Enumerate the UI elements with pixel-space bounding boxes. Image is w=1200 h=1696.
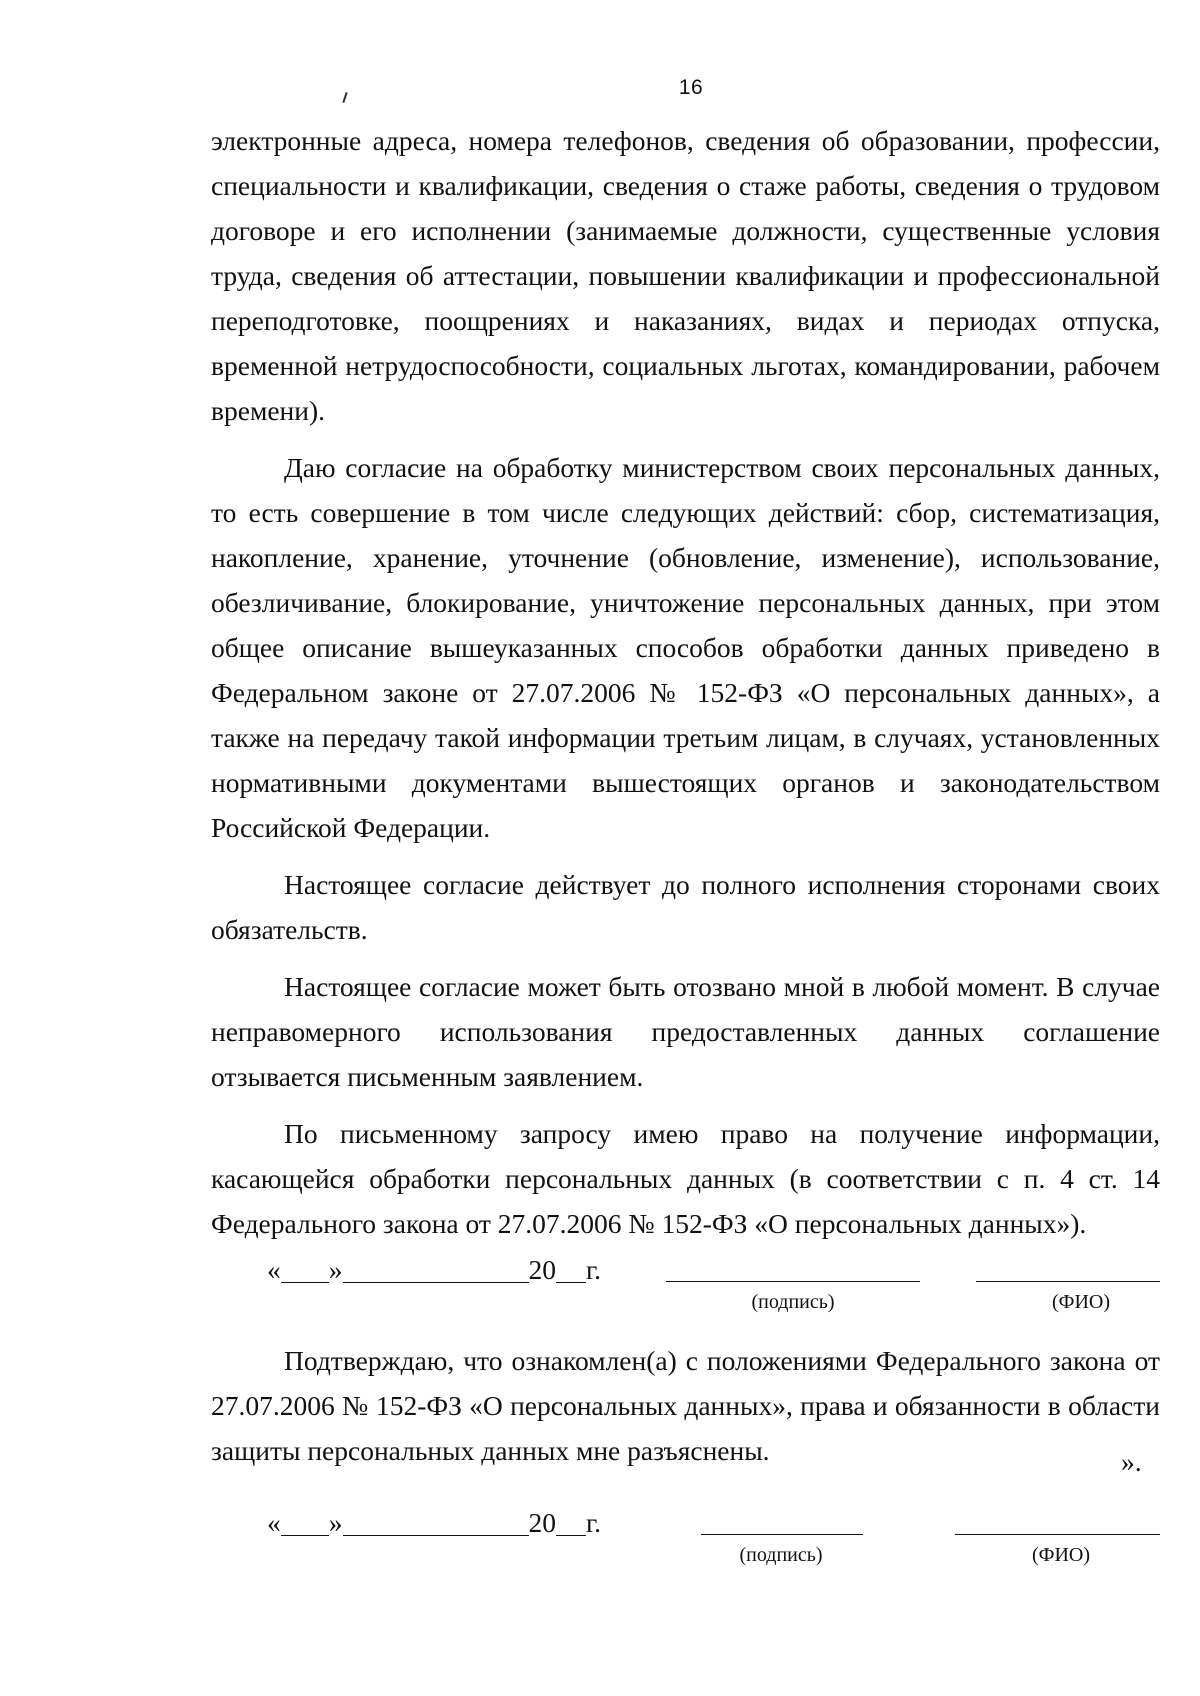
- paragraph-processing-consent: Даю согласие на обработку министерством своих персональных данных, то есть совершение в том числе следующих действий: сбор, систематизация, накопление, хранение, уточнение (обновление, изменение), использование, обезличивание, блокирование, уничтожение персональных данных, при этом общее описание вышеуказанных способов обработки данных приведено в Федеральном законе от 27.07.2006 № 152-ФЗ «О персональных данных», а также на передачу такой информации третьим лицам, в случаях, установленных нормативными документами вышестоящих органов и законодательством Российской Федерации.: [211, 452, 1160, 843]
- page-number: 16: [678, 76, 704, 99]
- date-field-2: [267, 1503, 601, 1543]
- paragraph-acknowledgement: Подтверждаю, что ознакомлен(а) с положениями Федерального закона от 27.07.2006 № 152-ФЗ «О персональных данных», права и обязанности в области защиты персональных данных мне разъяснены.: [211, 1345, 1160, 1466]
- year-suffix: г.: [586, 1254, 602, 1285]
- signature-block-2: [211, 1503, 1160, 1577]
- open-quote: «: [267, 1254, 281, 1285]
- signature-caption: (подпись): [751, 1291, 835, 1313]
- day-blank: [281, 1254, 329, 1283]
- year-blank: [556, 1254, 586, 1283]
- signature-caption: (подпись): [739, 1544, 823, 1566]
- open-quote: «: [267, 1507, 281, 1538]
- name-line: [955, 1534, 1160, 1535]
- paragraph-personal-data-list: электронные адреса, номера телефонов, сведения об образовании, профессии, специальности и квалификации, сведения о стаже работы, сведения о трудовом договоре и его исполнении (занимаемые должности, существенные условия труда, сведения об аттестации, повышении квалификации и профессиональной переподготовке, поощрениях и наказаниях, видах и периодах отпуска, временной нетрудоспособности, социальных льготах, командировании, рабочем времени).: [211, 125, 1160, 426]
- name-caption: (ФИО): [1031, 1544, 1090, 1566]
- paragraph-consent-revocation: Настоящее согласие может быть отозвано мной в любой момент. В случае неправомерного использования предоставленных данных соглашение отзывается письменным заявлением.: [211, 971, 1160, 1092]
- year-prefix: 20: [528, 1507, 556, 1538]
- name-caption: (ФИО): [1051, 1291, 1110, 1313]
- month-blank: [343, 1507, 529, 1536]
- name-line: [976, 1281, 1160, 1282]
- day-blank: [281, 1507, 329, 1536]
- document-body: [211, 118, 1160, 1591]
- date-field-1: [267, 1250, 601, 1290]
- close-quote: »: [328, 1254, 343, 1285]
- signature-line: [666, 1281, 920, 1282]
- signature-line: [701, 1534, 863, 1535]
- close-quote: »: [328, 1507, 343, 1538]
- year-prefix: 20: [528, 1254, 556, 1285]
- closing-quote-mark: ».: [1121, 1446, 1142, 1477]
- paragraph-information-request: По письменному запросу имею право на получение информации, касающейся обработки персональных данных (в соответствии с п. 4 ст. 14 Федерального закона от 27.07.2006 № 152-ФЗ «О персональных данных»).: [211, 1118, 1160, 1239]
- year-blank: [556, 1507, 586, 1536]
- paragraph-consent-duration: Настоящее согласие действует до полного исполнения сторонами своих обязательств.: [211, 869, 1160, 945]
- month-blank: [343, 1254, 529, 1283]
- signature-block-1: [211, 1250, 1160, 1324]
- year-suffix: г.: [586, 1507, 602, 1538]
